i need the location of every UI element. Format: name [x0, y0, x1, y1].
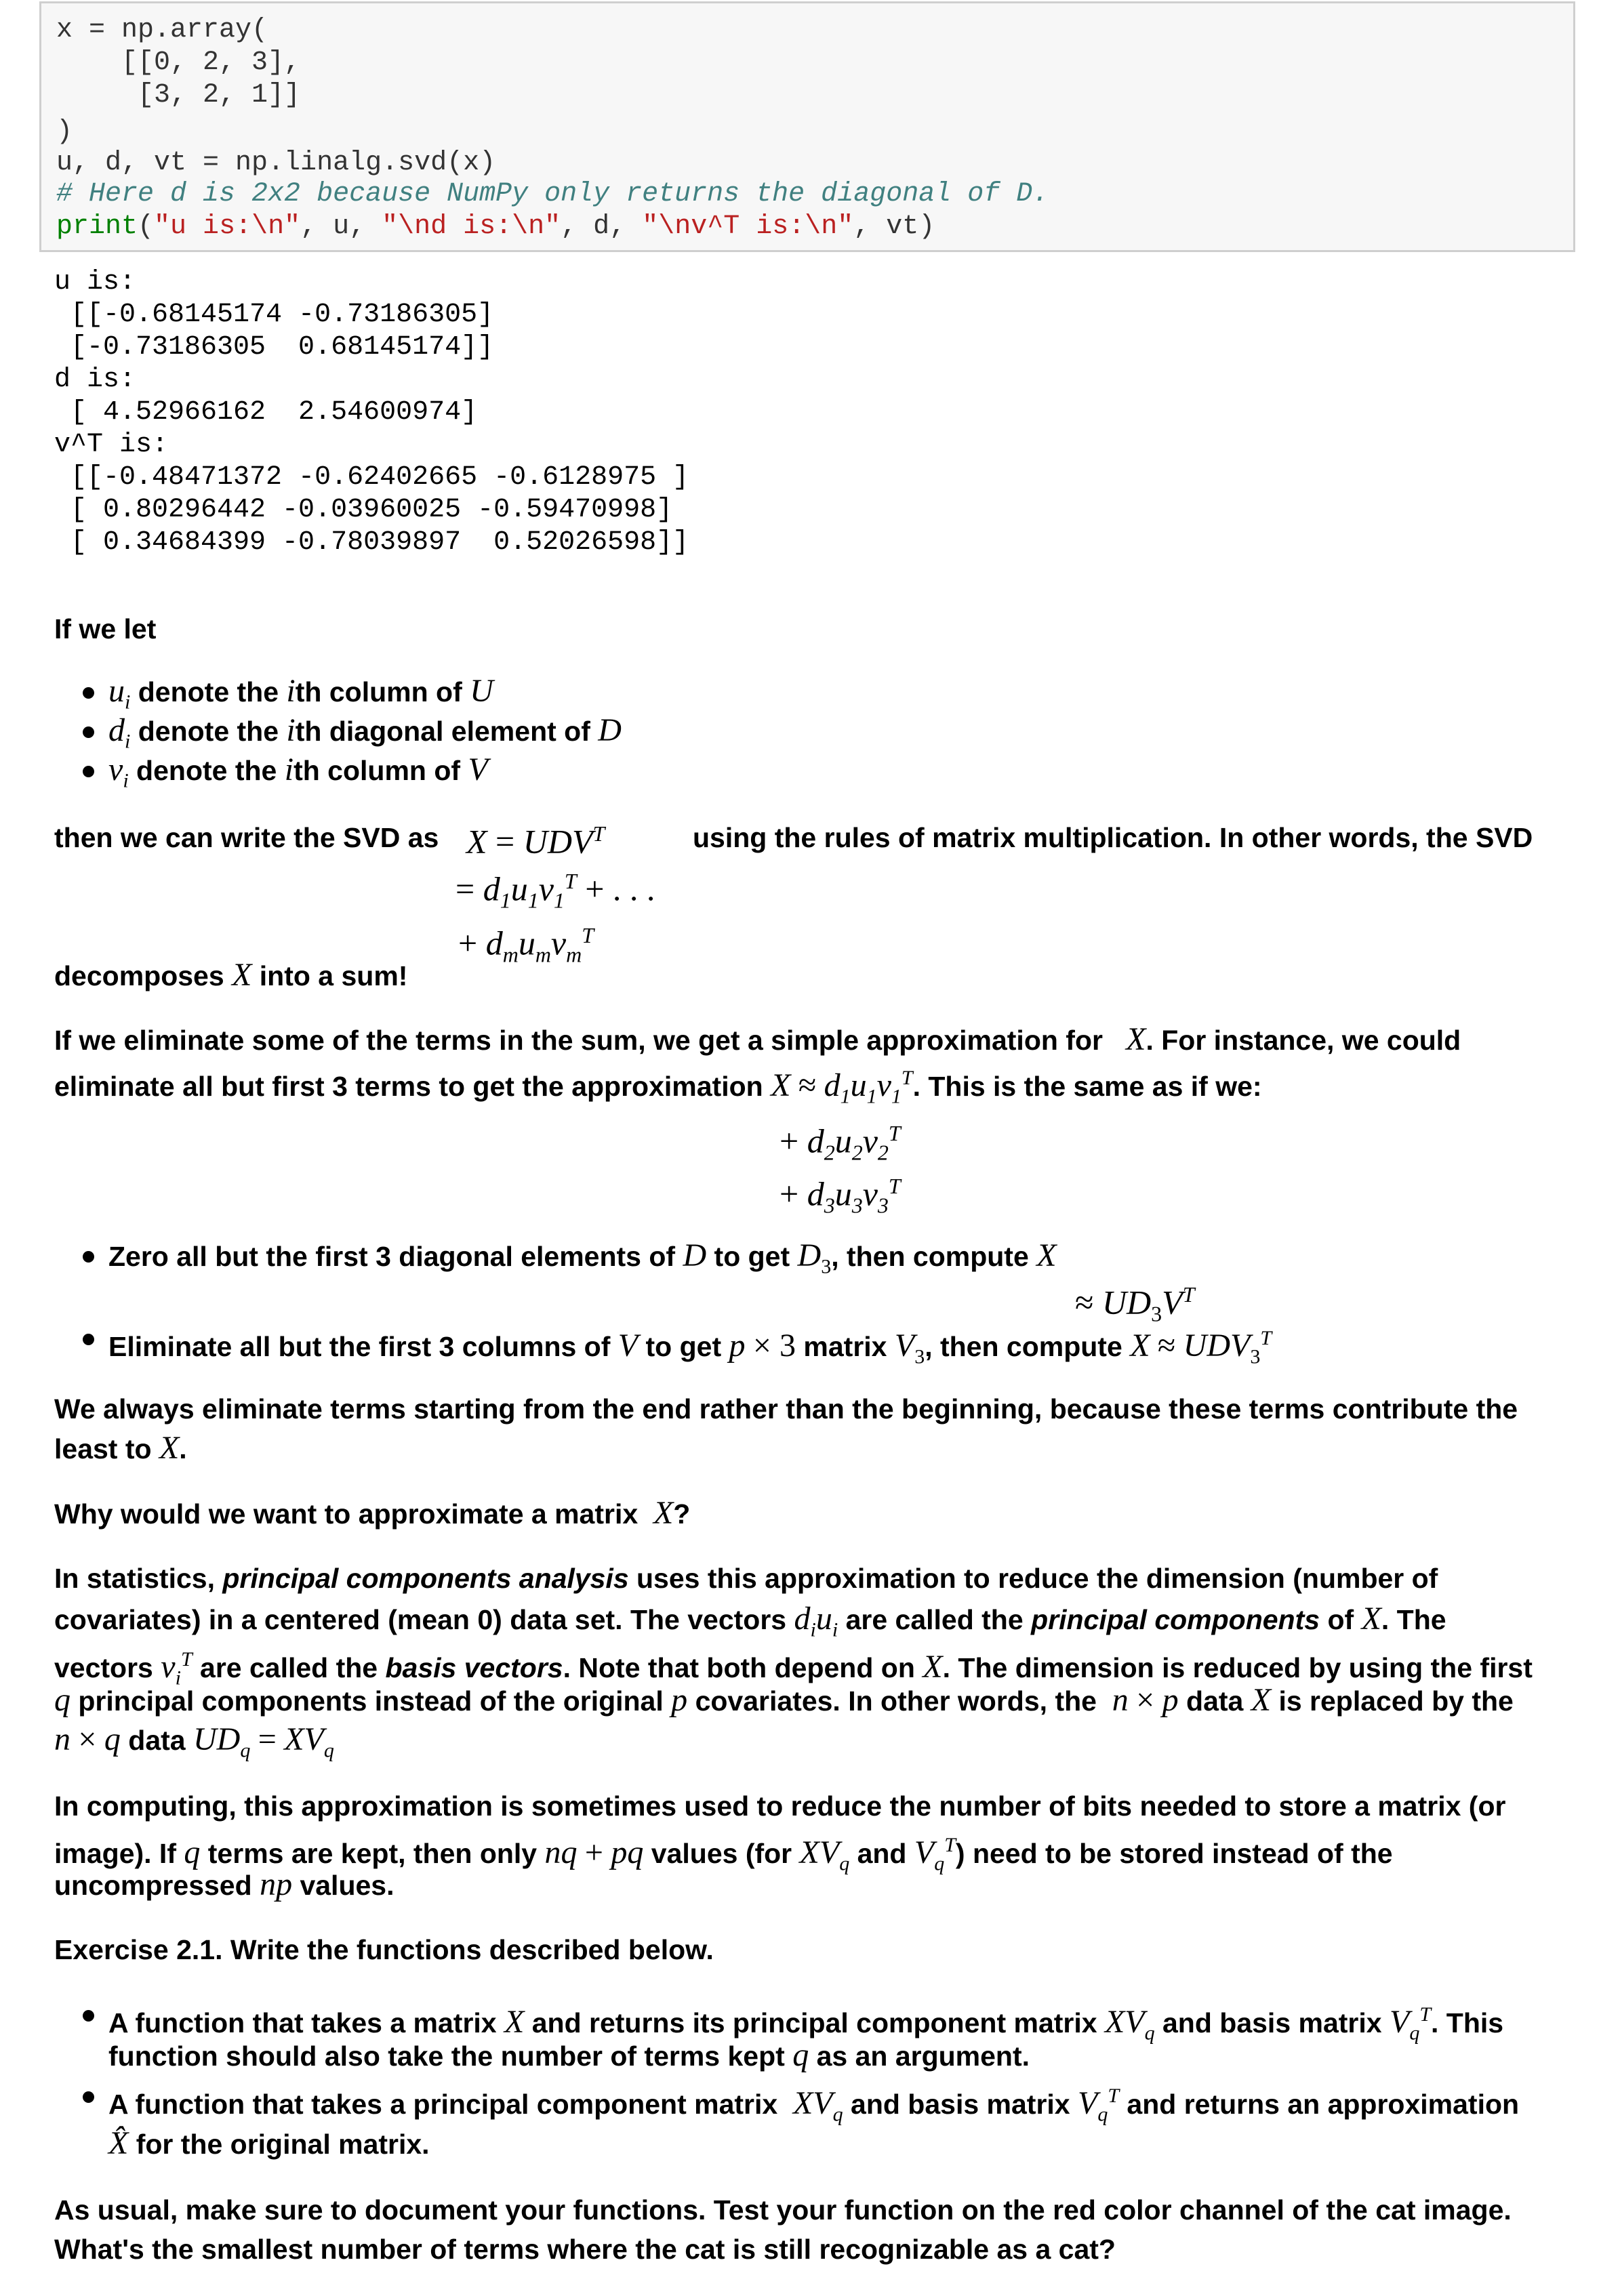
stats-line-4: q principal components instead of the original p covariates. In other words, the n × p data X is replaced by the — [54, 1682, 1514, 1718]
why-question: Why would we want to approximate a matrix X? — [54, 1495, 691, 1531]
output-line: [-0.73186305 0.68145174]] — [54, 332, 494, 363]
code-cell[interactable] — [39, 1, 1575, 252]
bullet — [83, 687, 94, 699]
bullet-v-i: $v_i$ denote the ith column of V — [108, 752, 488, 792]
bullet-zero-diagonal: Zero all but the first 3 diagonal elements of D to get $D_3$, then compute X — [108, 1237, 1057, 1278]
code-line: [[0, 2, 3], — [56, 47, 301, 78]
stats-line-2: covariates) in a centered (mean 0) data set. The vectors $d_iu_i$ are called the principal components of X. The — [54, 1601, 1446, 1641]
paragraph-if-we-let: If we let — [54, 613, 157, 644]
eliminate-line-2: eliminate all but first 3 terms to get the approximation $X \approx d_1u_1v_1^T$. This is the same as if we: — [54, 1067, 1262, 1108]
svd-equation-line-2: = $d_1u_1v_1^T$ + . . . — [455, 869, 655, 913]
bullet — [83, 2010, 94, 2022]
code-line: [3, 2, 1]] — [56, 80, 301, 110]
computing-line-2: image). If q terms are kept, then only nq + pq values (for $XV_q$ and $V_q^T$) need to be stored instead of the — [54, 1834, 1393, 1875]
stats-line-3: vectors $v_i^T$ are called the basis vectors. Note that both depend on X. The dimension is reduced by using the first — [54, 1648, 1533, 1689]
eliminate-line-1: If we eliminate some of the terms in the sum, we get a simple approximation for X. For instance, we could — [54, 1021, 1461, 1057]
output-line: [ 0.34684399 -0.78039897 0.52026598]] — [54, 527, 689, 558]
exercise-function-2-line-1: A function that takes a principal component matrix $XV_q$ and basis matrix $V_q^T$ and returns an approximation — [108, 2085, 1520, 2126]
output-line: [[-0.48471372 -0.62402665 -0.6128975 ] — [54, 462, 689, 493]
output-line: d is: — [54, 365, 136, 395]
code-line: ) — [56, 117, 73, 147]
stats-line-1: In statistics, principal components analysis uses this approximation to reduce the dimension (number of — [54, 1563, 1438, 1594]
zero-equation: ≈ $UD_3V^T$ — [1075, 1282, 1195, 1326]
print-function: print — [56, 211, 138, 242]
output-line: [[-0.68145174 -0.73186305] — [54, 300, 494, 330]
approx-equation-line-3: + $d_3u_3v_3^T$ — [779, 1174, 901, 1218]
bullet — [83, 1334, 94, 1345]
stats-line-5: n × q data $UD_q = XV_q$ — [54, 1721, 334, 1762]
always-line-1: We always eliminate terms starting from the end rather than the beginning, because these terms contribute the — [54, 1393, 1518, 1424]
code-print-line: print("u is:\n", u, "\nd is:\n", d, "\nv^T is:\n", vt) — [56, 211, 935, 242]
always-line-2: least to X. — [54, 1430, 187, 1466]
exercise-function-2-line-2: X̂ for the original matrix. — [108, 2125, 430, 2161]
bullet-eliminate-columns: Eliminate all but the first 3 columns of V to get p × 3 matrix $V_3$, then compute $X \approx UDV_3^T$ — [108, 1327, 1272, 1368]
exercise-heading: Exercise 2.1. Write the functions described below. — [54, 1934, 714, 1965]
usual-line-2: What's the smallest number of terms where the cat is still recognizable as a cat? — [54, 2234, 1116, 2265]
bullet — [83, 1251, 94, 1263]
bullet-d-i: $d_i$ denote the ith diagonal element of D — [108, 712, 622, 753]
output-line: [ 0.80296442 -0.03960025 -0.59470998] — [54, 495, 673, 525]
svd-equation-line-3: + $d_mu_mv_m^T$ — [458, 923, 594, 967]
computing-line-1: In computing, this approximation is sometimes used to reduce the number of bits needed to store a matrix (or — [54, 1790, 1506, 1822]
svd-equation-line-1: $X = UDV^T$ — [466, 821, 605, 861]
svd-text-post: using the rules of matrix multiplication. In other words, the SVD — [693, 822, 1533, 853]
svd-text-pre: then we can write the SVD as — [54, 822, 439, 853]
output-line: [ 4.52966162 2.54600974] — [54, 397, 478, 428]
usual-line-1: As usual, make sure to document your functions. Test your function on the red color channel of the cat image. — [54, 2194, 1512, 2226]
bullet — [83, 2091, 94, 2103]
output-line: v^T is: — [54, 430, 169, 460]
code-comment: # Here d is 2x2 because NumPy only returns the diagonal of D. — [56, 179, 1049, 209]
exercise-function-1-line-1: A function that takes a matrix X and returns its principal component matrix $XV_q$ and basis matrix $V_q^T$. This — [108, 2003, 1504, 2045]
bullet — [83, 726, 94, 738]
decomposes-text: decomposes X into a sum! — [54, 957, 408, 993]
output-line: u is: — [54, 267, 136, 298]
bullet-u-i: $u_i$ denote the ith column of U — [108, 673, 493, 714]
code-line: x = np.array( — [56, 15, 268, 45]
approx-equation-line-2: + $d_2u_2v_2^T$ — [779, 1121, 901, 1165]
bullet — [83, 766, 94, 777]
computing-line-3: uncompressed np values. — [54, 1866, 394, 1902]
exercise-function-1-line-2: function should also take the number of terms kept q as an argument. — [108, 2037, 1030, 2073]
code-line: u, d, vt = np.linalg.svd(x) — [56, 148, 496, 178]
